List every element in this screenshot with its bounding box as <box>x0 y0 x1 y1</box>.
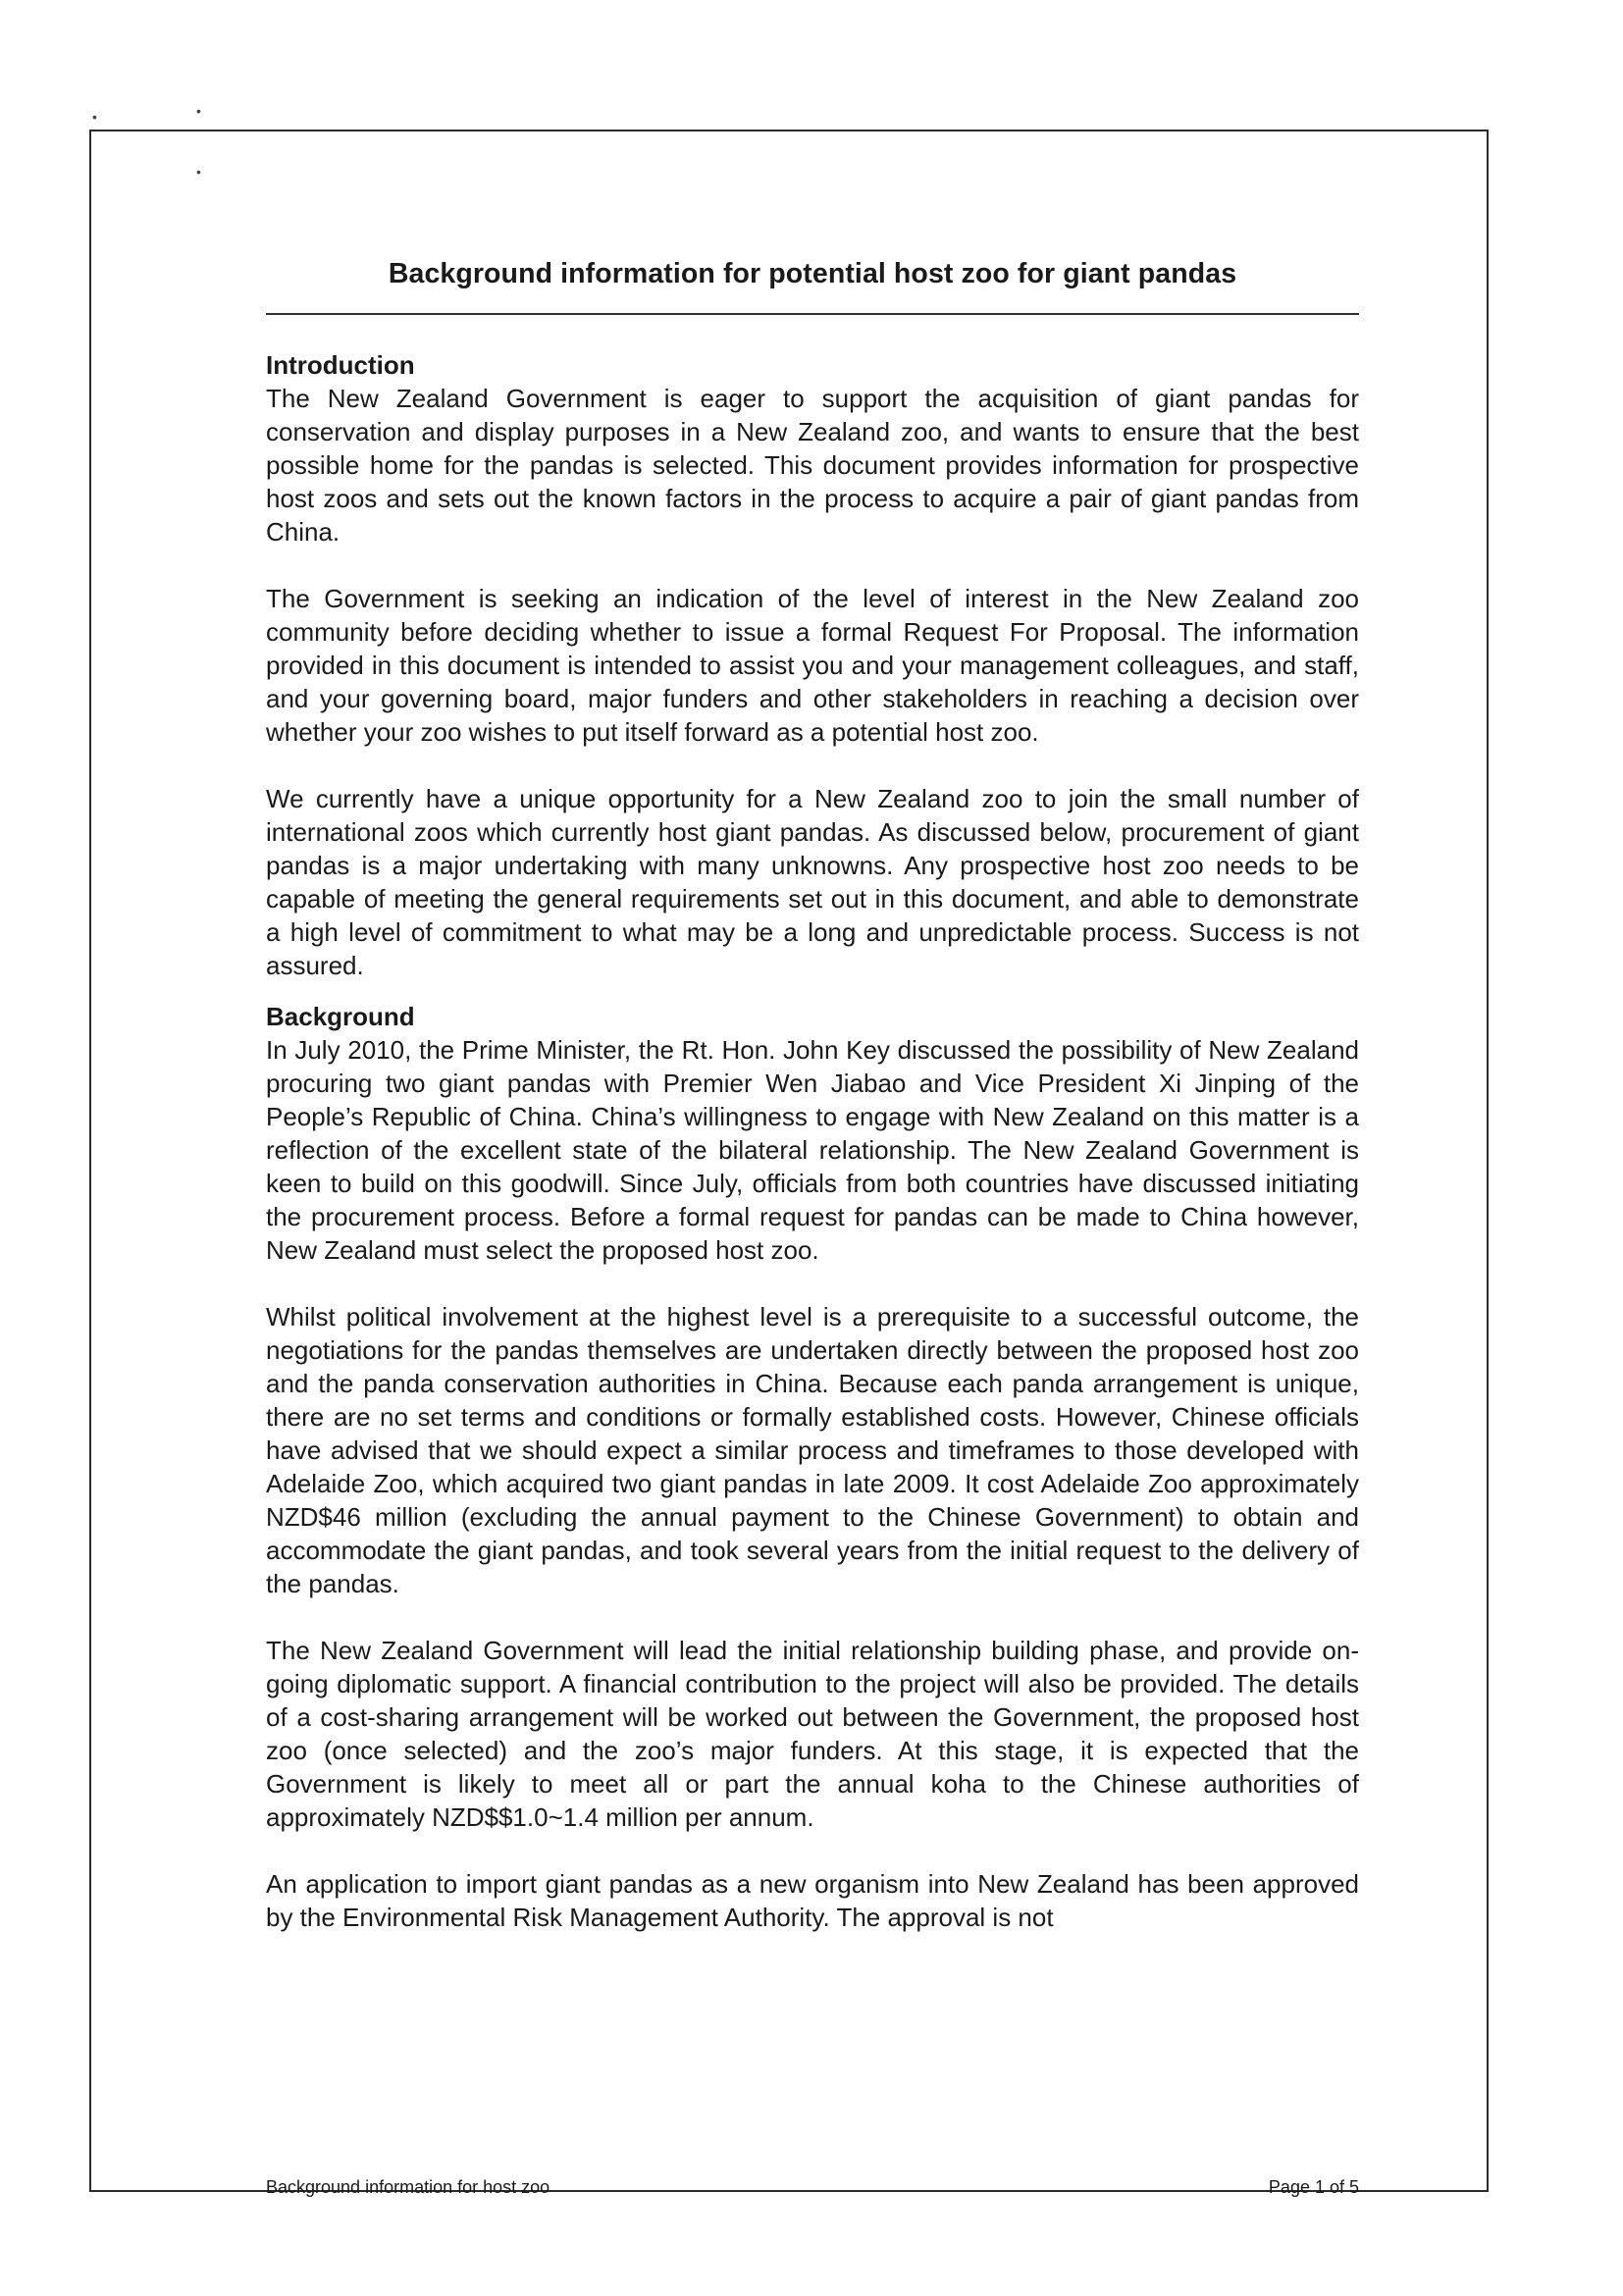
paragraph: In July 2010, the Prime Minister, the Rt. Hon. John Key discussed the possibility of New Zealand procuring two giant pandas with Premier Wen Jiabao and Vice President Xi Jinping of the People’s Republic of China. China’s willingness to engage with New Zealand on this matter is a reflection of the excellent state of the bilateral relationship. The New Zealand Government is keen to build on this goodwill. Since July, officials from both countries have discussed initiating the procurement process. Before a formal request for pandas can be made to China however, New Zealand must select the proposed host zoo. <box>266 1035 1359 1265</box>
section-heading-introduction: Introduction <box>266 350 415 380</box>
paragraph: The New Zealand Government will lead the initial relationship building phase, and provide on-going diplomatic support. A financial contribution to the project will also be provided. The details of a cost-sharing arrangement will be worked out between the Government, the proposed host zoo (once selected) and the zoo’s major funders. At this stage, it is expected that the Government is likely to meet all or part the annual koha to the Chinese authorities of approximately NZD$$1.0~1.4 million per annum. <box>266 1636 1359 1832</box>
footer-page-number: Page 1 of 5 <box>1268 2177 1359 2197</box>
paragraph: The Government is seeking an indication of the level of interest in the New Zealand zoo community before deciding whether to issue a formal Request For Proposal. The information provided in this document is intended to assist you and your management colleagues, and staff, and your governing board, major funders and other stakeholders in reaching a decision over whether your zoo wishes to put itself forward as a potential host zoo. <box>266 584 1359 747</box>
paragraph: The New Zealand Government is eager to support the acquisition of giant pandas for conservation and display purposes in a New Zealand zoo, and wants to ensure that the best possible home for the pandas is selected. This document provides information for prospective host zoos and sets out the known factors in the process to acquire a pair of giant pandas from China. <box>266 384 1359 547</box>
paragraph: We currently have a unique opportunity for a New Zealand zoo to join the small number of international zoos which currently host giant pandas. As discussed below, procurement of giant pandas is a major undertaking with many unknowns. Any prospective host zoo needs to be capable of meeting the general requirements set out in this document, and able to demonstrate a high level of commitment to what may be a long and unpredictable process. Success is not assured. <box>266 784 1359 980</box>
document-body <box>266 257 1359 1967</box>
scan-speck: • <box>92 109 97 125</box>
section-heading-background: Background <box>266 1002 415 1031</box>
document-title: Background information for potential host zoo for giant pandas <box>388 258 1237 289</box>
scan-speck: • <box>196 164 201 180</box>
title-divider <box>266 313 1359 315</box>
scan-speck: • <box>196 103 201 119</box>
footer-document-name: Background information for host zoo <box>266 2177 550 2197</box>
paragraph: An application to import giant pandas as a new organism into New Zealand has been approved by the Environmental Risk Management Authority. The approval is not <box>266 1869 1359 1932</box>
paragraph: Whilst political involvement at the highest level is a prerequisite to a successful outcome, the negotiations for the pandas themselves are undertaken directly between the proposed host zoo and the panda conservation authorities in China. Because each panda arrangement is unique, there are no set terms and conditions or formally established costs. However, Chinese officials have advised that we should expect a similar process and timeframes to those developed with Adelaide Zoo, which acquired two giant pandas in late 2009. It cost Adelaide Zoo approximately NZD$46 million (excluding the annual payment to the Chinese Government) to obtain and accommodate the giant pandas, and took several years from the initial request to the delivery of the pandas. <box>266 1302 1359 1598</box>
